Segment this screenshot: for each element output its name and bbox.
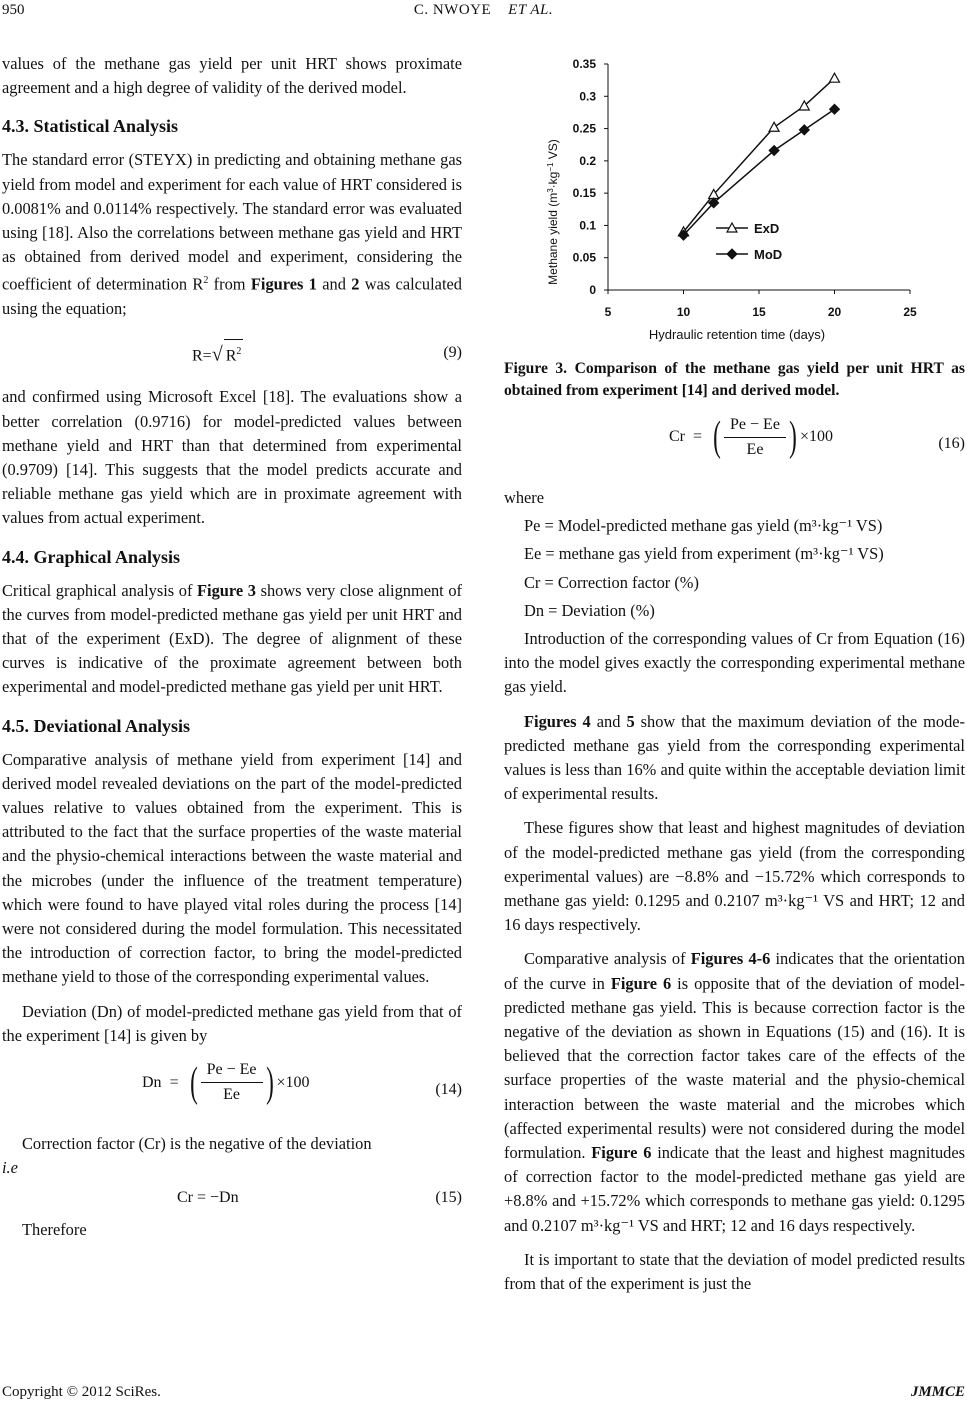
link-figure-2[interactable]: 2: [351, 274, 360, 294]
equation-16-denominator: Ee: [746, 440, 764, 458]
paragraph-intro: values of the methane gas yield per unit HRT shows proximate agreement and a high degree of validity of the derived model.: [2, 54, 462, 98]
figure-3-caption: Figure 3. Comparison of the methane gas yield per unit HRT as obtained from experiment [14] and derived model.: [504, 360, 965, 399]
text-stat-mid: from: [208, 274, 251, 294]
page-footer: [0, 1384, 967, 1414]
running-head-author: C. NWOYE: [413, 2, 492, 18]
paragraph-least-highest: These figures show that least and highest magnitudes of deviation of the model-predicted methane gas yield (from the corresponding experimental values) are −8.8% and −15.72% which corresponds to methane gas yield: 0.1295 and 0.2107 m³·kg⁻¹ VS and HRT; 12 and 16 days respectively.: [504, 818, 965, 935]
text-comp-end: indicate that the least and highest magnitudes of correction factor to the model-predicted methane gas yield are +8.8% and +15.72% which corresponds to methane gas yield: 0.1295 and 0.2107 m³·kg⁻¹ VS and HRT; 12 and 16 days respectively.: [504, 1143, 965, 1235]
equation-14-number: (14): [435, 1080, 462, 1098]
definition-cr: Cr = Correction factor (%): [524, 572, 699, 592]
text-comp-body: is opposite that of the deviation of model-predicted methane gas yield. This is because correction factor is the negative of the deviation as shown in Equations (15) and (16). It is believed that the correction factor takes care of the effects of the surface properties of the waste material and the physio-chemical interaction between the waste material and the microbes which (affected experimental results) were not considered during the model formulation.: [504, 973, 965, 1163]
paragraph-figures-4-5: [504, 710, 965, 807]
equation-16-body: Cr = ( $\frac{Pe - Ee}{Ee}$ ) ×100: [669, 414, 833, 460]
link-figure-6-b[interactable]: Figure 6: [591, 1143, 652, 1163]
running-head-etal: ET AL.: [508, 2, 554, 18]
y-tick-label: 0.25: [572, 121, 596, 136]
data-point-mod: [830, 104, 840, 114]
heading-statistical-analysis: 4.3. Statistical Analysis: [2, 116, 179, 137]
definition-pe: Pe = Model-predicted methane gas yield (m³·kg⁻¹ VS): [524, 516, 883, 536]
y-tick-label: 0.3: [579, 89, 596, 104]
equation-14-lhs: Dn: [142, 1073, 162, 1091]
y-tick-label: 0.35: [572, 57, 596, 71]
equation-16-fraction: [724, 413, 786, 462]
paragraph-deviational-3: [2, 1132, 462, 1180]
text-where: where: [504, 488, 545, 507]
equation-9-lhs: R=: [192, 347, 212, 365]
text-stat-1: The standard error (STEYX) in predicting and obtaining methane gas yield from model and experiment for each value of HRT considered is 0.0081% and 0.0114% respectively. The standard error was evaluated using [18]. Also the correlations between methane gas yield and HRT as obtained from derived model and experiment, considering the coefficient of determination R: [2, 150, 462, 294]
equation-14-numerator: Pe − Ee: [201, 1058, 263, 1083]
paragraph-statistical-1: [2, 148, 462, 321]
equation-14-fraction: [201, 1058, 263, 1107]
left-column: [2, 52, 462, 1253]
data-point-mod: [799, 125, 809, 135]
x-tick-label: 25: [903, 305, 917, 319]
text-comp-mid: indicates that the orientation of the curve in: [504, 949, 965, 993]
equation-14-body: Dn = ( $\frac{Pe - Ee}{Ee}$ ) ×100: [142, 1059, 310, 1106]
chart-svg: [504, 52, 965, 342]
link-figures-4-6[interactable]: Figures 4-6: [690, 949, 771, 969]
definition-ee: Ee = methane gas yield from experiment (m³·kg⁻¹ VS): [524, 544, 884, 564]
running-head: [0, 2, 967, 19]
equation-16-multiplier: ×100: [799, 427, 833, 445]
equation-15-number: (15): [435, 1189, 462, 1207]
copyright: Copyright © 2012 SciRes.: [2, 1384, 161, 1400]
paragraph-comparative: [504, 947, 965, 1237]
equation-16-numerator: Pe − Ee: [724, 413, 786, 438]
paragraph-statistical-2: and confirmed using Microsoft Excel [18]. The evaluations show a better correlation (0.9716) for model-predicted values between methane yield and HRT than that determined from experimental (0.9709) [14]. This suggests that the model predicts accurate and reliable methane gas yield which are in proximate agreement with values from actual experiment.: [2, 387, 462, 528]
y-tick-label: 0.2: [579, 153, 596, 168]
equation-15-body: Cr = −Dn: [177, 1189, 239, 1207]
x-tick-label: 15: [752, 305, 766, 319]
legend-label-exd: ExD: [754, 221, 780, 236]
text-stat-sup: 2: [203, 275, 209, 287]
equation-9-sup: 2: [236, 346, 242, 358]
x-tick-label: 10: [676, 305, 691, 319]
y-tick-label: 0: [589, 283, 596, 297]
x-tick-label: 5: [604, 305, 612, 319]
text-dev-3: Correction factor (Cr) is the negative of the deviation: [22, 1133, 372, 1153]
equation-14-multiplier: ×100: [276, 1073, 310, 1091]
chart-ticks: [573, 57, 917, 319]
chart-legend: [716, 221, 782, 262]
right-column: [504, 52, 965, 1306]
equation-14: [2, 1058, 462, 1122]
legend-label-mod: MoD: [754, 247, 783, 262]
text-stat-and: and: [316, 274, 352, 294]
equation-14-denominator: Ee: [223, 1086, 240, 1104]
series-line-mod: [684, 109, 835, 235]
text-stat-end: was calculated using the equation;: [2, 274, 462, 319]
y-tick-label: 0.1: [579, 218, 596, 233]
x-tick-label: 20: [827, 305, 842, 319]
equation-9-number: (9): [443, 344, 462, 362]
text-comp-pre: Comparative analysis of: [524, 949, 691, 969]
chart-y-axis-label: Methane yield ($m^3\cdot kg^{-1}$ VS): [545, 139, 560, 285]
paragraph-graphical: [2, 579, 462, 700]
data-point-exd: [830, 73, 840, 82]
text-fig45-and: and: [590, 711, 627, 731]
heading-graphical-analysis: 4.4. Graphical Analysis: [2, 546, 181, 567]
definition-list: [504, 514, 965, 623]
definition-dn: Dn = Deviation (%): [524, 600, 655, 620]
link-figure-3[interactable]: Figure 3: [197, 580, 256, 600]
paragraph-deviational-2: Deviation (Dn) of model-predicted methane gas yield from that of the experiment [14] is given by: [2, 1001, 462, 1045]
paragraph-last: It is important to state that the deviation of model predicted results from that of the experiment is just the: [504, 1249, 965, 1294]
equation-15: [2, 1182, 462, 1214]
text-graph-post: shows very close alignment of the curves from model-predicted methane gas yield per unit HRT and that of the experiment (ExD). The degree of alignment of these curves is indicative of the proximate agreement between both experimental and model-predicted methane gas yield per unit HRT.: [2, 580, 462, 697]
text-graph-pre: Critical graphical analysis of: [2, 580, 198, 600]
paragraph-therefore: Therefore: [22, 1220, 87, 1240]
equation-9-radicand: [224, 339, 244, 369]
chart-series: [679, 73, 840, 240]
text-ie: i.e: [2, 1158, 18, 1178]
chart-x-axis-label: Hydraulic retention time (days): [648, 327, 826, 342]
data-point-exd: [769, 122, 779, 131]
link-figure-5[interactable]: 5: [626, 711, 635, 731]
figure-3-chart: [504, 52, 965, 342]
equation-16-lhs: Cr: [669, 427, 685, 445]
legend-marker-mod: [727, 249, 737, 259]
equation-16-number: (16): [938, 435, 965, 452]
paragraph-deviational-1: Comparative analysis of methane yield from experiment [14] and derived model revealed deviations on the part of the model-predicted values relative to values obtained from the experiment. This is attributed to the fact that the surface properties of the waste material and the physio-chemical interactions between the waste material and the microbes (under the influence of the treatment temperature) which were found to have played vital roles during the process [14] were not considered during the model formulation. This necessitated the introduction of correction factor, to bring the model-predicted methane yield to those of the corresponding experimental values.: [2, 749, 462, 987]
link-figure-4[interactable]: Figures 4: [524, 711, 591, 731]
equation-9-r: R: [225, 347, 237, 365]
paragraph-introduction-cr: Introduction of the corresponding values of Cr from Equation (16) into the model gives exactly the corresponding experimental methane gas yield.: [504, 629, 965, 697]
series-line-exd: [684, 78, 835, 232]
heading-deviational-analysis: 4.5. Deviational Analysis: [2, 715, 191, 736]
link-figure-1[interactable]: Figures 1: [250, 274, 317, 294]
equation-9-body: R=√ $R^2$: [192, 339, 243, 369]
journal-name: JMMCE: [910, 1384, 965, 1400]
equation-16: [504, 412, 965, 476]
y-tick-label: 0.05: [572, 250, 596, 265]
link-figure-6[interactable]: Figure 6: [610, 973, 672, 993]
equation-9: [2, 331, 462, 375]
text-fig45-post: show that the maximum deviation of the mode-predicted methane gas yield from the corresponding experimental values is less than 16% and quite within the acceptable deviation limit of experimental results.: [504, 711, 965, 804]
page-header: [0, 0, 967, 30]
y-tick-label: 0.15: [572, 186, 596, 201]
page-number: 950: [2, 2, 25, 18]
